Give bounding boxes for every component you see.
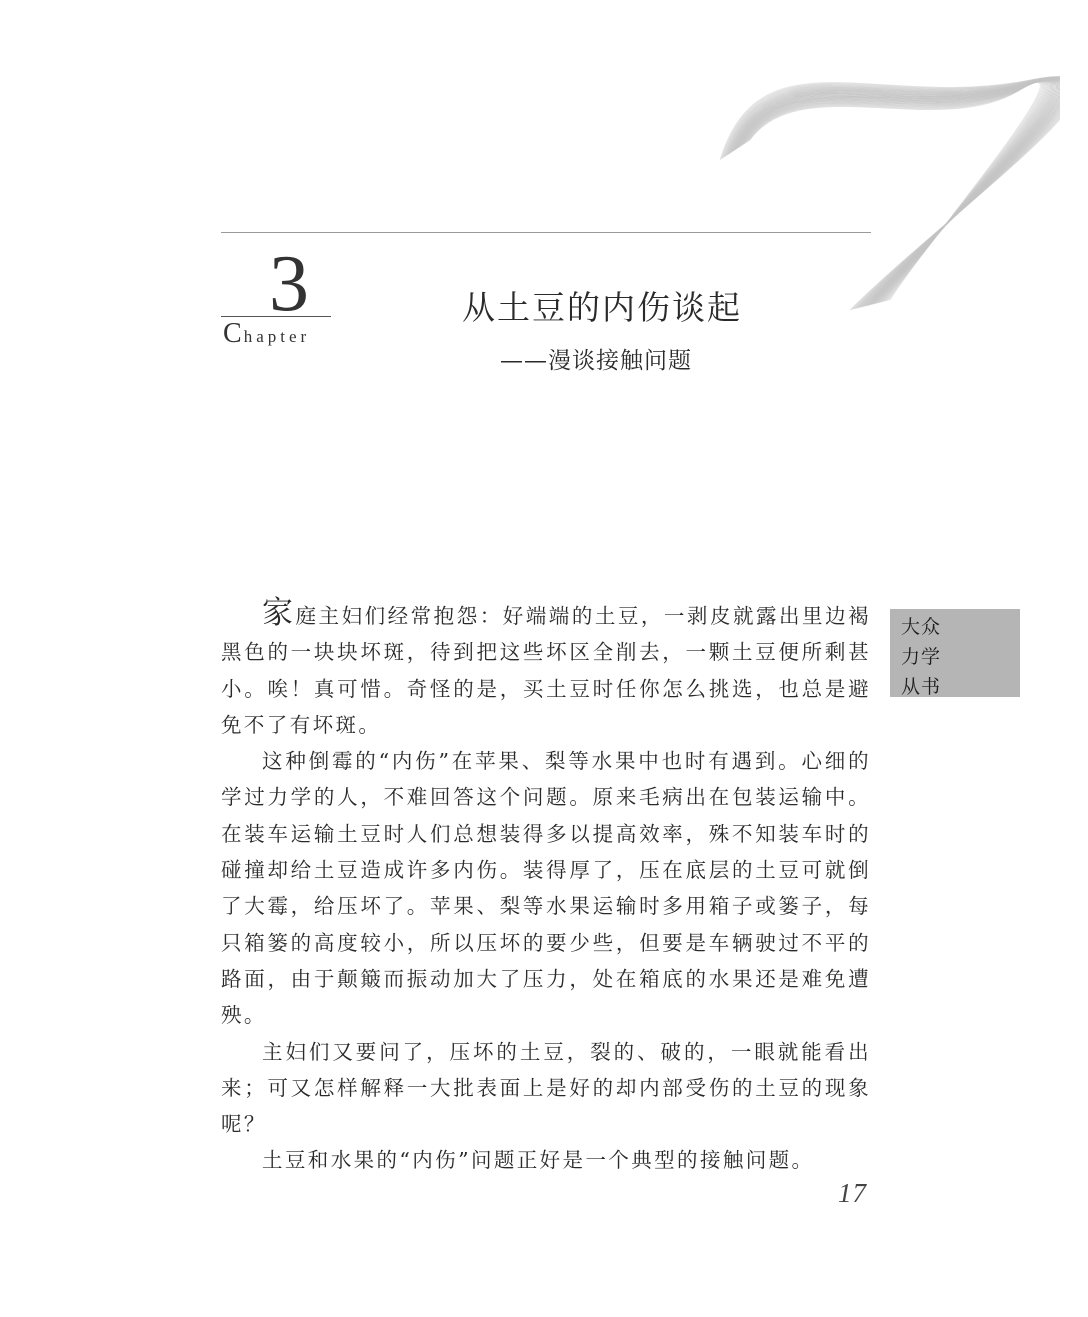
chapter-underline [221,316,331,317]
chapter-word-cap: C [223,318,244,349]
chapter-title: 从土豆的内伤谈起 [462,288,742,327]
decorative-wave-graphic [700,50,1060,330]
chapter-subtitle: ——漫谈接触问题 [500,348,692,374]
paragraph-4: 土豆和水果的“内伤”问题正好是一个典型的接触问题。 [262,1148,815,1173]
paragraph-3: 主妇们又要问了，压坏的土豆，裂的、破的，一眼就能看出来；可又怎样解释一大批表面上是好的却内部受伤的土豆的现象呢？ [221,1039,871,1137]
page-number: 17 [838,1178,867,1208]
paragraph-1-text: 庭主妇们经常抱怨：好端端的土豆，一剥皮就露出里边褐黑色的一块块坏斑，待到把这些坏区全削去，一颗土豆便所剩甚小。唉！真可惜。奇怪的是，买土豆时任你怎么挑选，也总是避免不了有坏斑。 [221,604,871,737]
dropcap: 家 [262,595,296,631]
chapter-number: 3 [269,240,309,328]
chapter-word [223,318,310,350]
chapter-word-rest: hapter [243,327,311,346]
wave-line [750,82,1040,300]
series-side-tab [890,609,1020,697]
top-rule [221,232,871,233]
chapter-mark [221,240,351,350]
paragraph-1 [221,595,871,743]
side-tab-line-2: 力学 [901,646,942,668]
side-tab-line-1: 大众 [901,616,942,638]
side-tab-line-3: 从书 [901,676,942,698]
body-text [221,595,871,1179]
paragraph-2: 这种倒霉的“内伤”在苹果、梨等水果中也时有遇到。心细的学过力学的人，不难回答这个问题。原来毛病出在包装运输中。在装车运输土豆时人们总想装得多以提高效率，殊不知装车时的碰撞却给土豆造成许多内伤。装得厚了，压在底层的土豆可就倒了大霉，给压坏了。苹果、梨等水果运输时多用箱子或篓子，每只箱篓的高度较小，所以压坏的要少些，但要是车辆驶过不平的路面，由于颠簸而振动加大了压力，处在箱底的水果还是难免遭殃。 [221,749,871,1028]
